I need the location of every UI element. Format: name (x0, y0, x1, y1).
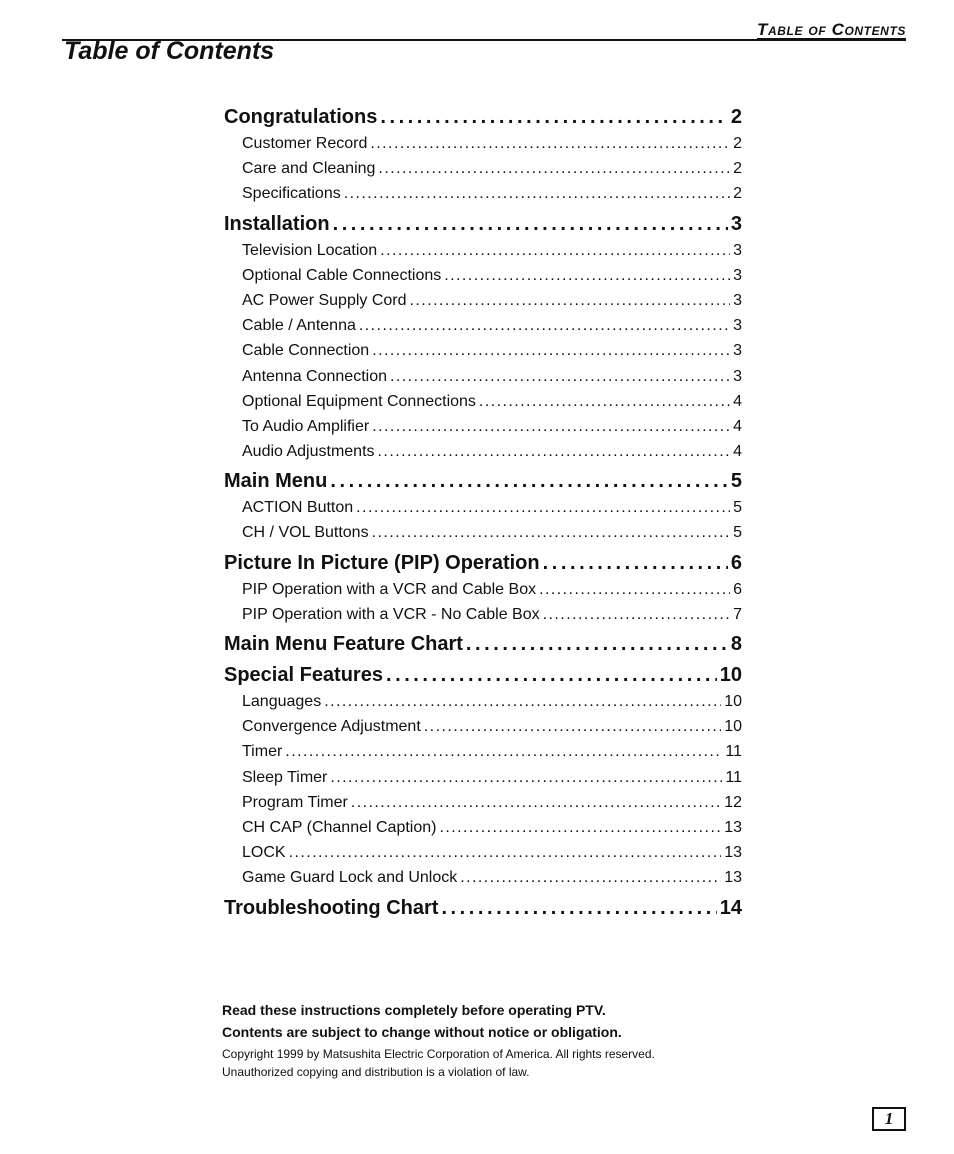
toc-entry[interactable] (224, 242, 742, 267)
toc-entry[interactable] (224, 499, 742, 524)
toc-section-title: Special Features (224, 664, 383, 686)
toc-entry-title: CH / VOL Buttons (242, 524, 369, 542)
toc-entry[interactable] (224, 368, 742, 393)
toc-entry[interactable] (224, 135, 742, 160)
toc-section-title: Main Menu (224, 470, 328, 493)
dot-leader (330, 470, 728, 493)
toc-entry[interactable] (224, 819, 742, 844)
dot-leader (344, 185, 730, 203)
running-head: Table of Contents (757, 20, 906, 39)
toc-entry-page: 4 (733, 417, 742, 435)
toc-entry-page: 13 (724, 844, 742, 862)
toc-entry-page: 6 (733, 580, 742, 598)
dot-leader (289, 844, 722, 862)
toc-entry-title: Customer Record (242, 135, 368, 152)
dot-leader (356, 499, 730, 517)
toc-section[interactable] (224, 897, 742, 926)
toc-entry-page: 7 (733, 605, 742, 623)
notice-read-instructions: Read these instructions completely before operating PTV. (222, 1002, 606, 1018)
toc-section-title: Picture In Picture (PIP) Operation (224, 551, 540, 574)
table-of-contents (224, 104, 742, 926)
dot-leader (543, 552, 728, 575)
toc-entry-page: 13 (724, 818, 742, 836)
toc-entry-title: Specifications (242, 185, 341, 203)
dot-leader (351, 794, 721, 812)
toc-entry-page: 10 (724, 718, 742, 736)
dot-leader (424, 718, 721, 736)
dot-leader (479, 393, 730, 411)
dot-leader (441, 897, 716, 920)
toc-section[interactable] (224, 470, 742, 499)
toc-entry-title: AC Power Supply Cord (242, 291, 407, 309)
toc-entry-page: 12 (724, 793, 742, 811)
toc-entry-page: 3 (733, 291, 742, 309)
toc-entry-title: Care and Cleaning (242, 160, 376, 178)
dot-leader (386, 664, 717, 687)
notice-block (222, 999, 782, 1081)
dot-leader (390, 368, 730, 386)
toc-entry-title: LOCK (242, 844, 286, 862)
toc-entry-title: To Audio Amplifier (242, 417, 370, 435)
toc-section-page: 5 (730, 470, 742, 493)
toc-entry-page: 2 (733, 160, 742, 178)
dot-leader (285, 743, 722, 761)
toc-entry-page: 4 (733, 443, 742, 461)
dot-leader (378, 160, 730, 178)
toc-section[interactable] (224, 213, 742, 242)
dot-leader (444, 267, 730, 285)
toc-entry[interactable] (224, 581, 742, 606)
notice-contents-change: Contents are subject to change without notice or obligation. (222, 1024, 622, 1040)
toc-entry[interactable] (224, 718, 742, 743)
toc-entry[interactable] (224, 267, 742, 292)
toc-entry[interactable] (224, 869, 742, 894)
toc-entry-page: 5 (733, 524, 742, 542)
dot-leader (372, 342, 730, 360)
toc-entry-page: 3 (733, 241, 742, 259)
toc-entry[interactable] (224, 418, 742, 443)
toc-entry-page: 3 (733, 342, 742, 360)
toc-entry[interactable] (224, 743, 742, 768)
page-title: Table of Contents (64, 37, 275, 65)
toc-section-title: Installation (224, 212, 330, 235)
toc-entry[interactable] (224, 794, 742, 819)
toc-entry[interactable] (224, 524, 742, 549)
toc-entry-page: 10 (724, 693, 742, 710)
toc-entry[interactable] (224, 443, 742, 468)
toc-entry[interactable] (224, 393, 742, 418)
toc-entry-title: Cable / Antenna (242, 317, 356, 335)
toc-section[interactable] (224, 664, 742, 693)
toc-entry[interactable] (224, 844, 742, 869)
toc-section[interactable] (224, 106, 742, 135)
toc-section-page: 10 (719, 664, 742, 686)
toc-entry-page: 3 (733, 317, 742, 335)
toc-entry-title: Timer (242, 743, 283, 761)
toc-entry-page: 11 (725, 768, 742, 786)
page-number: 1 (872, 1107, 906, 1131)
toc-entry[interactable] (224, 292, 742, 317)
dot-leader (539, 581, 730, 599)
dot-leader (380, 106, 728, 129)
toc-entry-title: PIP Operation with a VCR and Cable Box (242, 580, 537, 598)
toc-entry-title: Audio Adjustments (242, 443, 375, 461)
toc-entry[interactable] (224, 342, 742, 367)
dot-leader (380, 242, 730, 260)
toc-entry[interactable] (224, 317, 742, 342)
toc-entry-title: Cable Connection (242, 342, 370, 360)
dot-leader (359, 317, 730, 335)
dot-leader (543, 606, 730, 624)
toc-entry-page: 2 (733, 185, 742, 203)
toc-entry-page: 3 (733, 266, 742, 284)
toc-entry-title: Antenna Connection (242, 367, 387, 385)
toc-entry-title: Program Timer (242, 793, 348, 811)
toc-section-page: 6 (730, 551, 742, 574)
toc-section-title: Congratulations (224, 106, 378, 128)
toc-section-page: 2 (730, 106, 742, 128)
copying-notice: Unauthorized copying and distribution is a violation of law. (222, 1065, 530, 1079)
toc-entry-title: Sleep Timer (242, 768, 328, 786)
dot-leader (466, 633, 728, 656)
toc-section-page: 3 (730, 212, 742, 235)
toc-entry-title: Optional Equipment Connections (242, 392, 476, 410)
toc-section-page: 8 (730, 633, 742, 655)
dot-leader (410, 292, 731, 310)
toc-entry-page: 5 (733, 499, 742, 517)
toc-entry[interactable] (224, 160, 742, 185)
dot-leader (333, 213, 728, 236)
toc-entry-title: Game Guard Lock and Unlock (242, 869, 458, 887)
toc-entry[interactable] (224, 185, 742, 210)
toc-entry-title: PIP Operation with a VCR - No Cable Box (242, 605, 540, 623)
dot-leader (330, 769, 722, 787)
copyright-line: Copyright 1999 by Matsushita Electric Corporation of America. All rights reserved. (222, 1047, 655, 1061)
toc-entry-title: ACTION Button (242, 499, 354, 517)
dot-leader (324, 693, 721, 711)
dot-leader (439, 819, 721, 837)
toc-entry-page: 3 (733, 367, 742, 385)
dot-leader (372, 524, 731, 542)
toc-entry-title: CH CAP (Channel Caption) (242, 818, 437, 836)
toc-section[interactable] (224, 633, 742, 662)
toc-entry-title: Optional Cable Connections (242, 266, 442, 284)
toc-entry-title: Languages (242, 693, 322, 710)
toc-entry-title: Convergence Adjustment (242, 718, 421, 736)
dot-leader (378, 443, 731, 461)
toc-entry-page: 4 (733, 392, 742, 410)
toc-entry[interactable] (224, 693, 742, 718)
toc-entry[interactable] (224, 606, 742, 631)
dot-leader (372, 418, 730, 436)
toc-entry-page: 2 (733, 135, 742, 152)
toc-section-title: Main Menu Feature Chart (224, 633, 463, 655)
toc-entry-page: 11 (725, 743, 742, 761)
toc-entry[interactable] (224, 769, 742, 794)
dot-leader (370, 135, 730, 153)
toc-entry-page: 13 (724, 869, 742, 887)
toc-entry-title: Television Location (242, 241, 378, 259)
toc-section-title: Troubleshooting Chart (224, 896, 439, 919)
toc-section-page: 14 (719, 896, 742, 919)
dot-leader (460, 869, 721, 887)
toc-section[interactable] (224, 552, 742, 581)
